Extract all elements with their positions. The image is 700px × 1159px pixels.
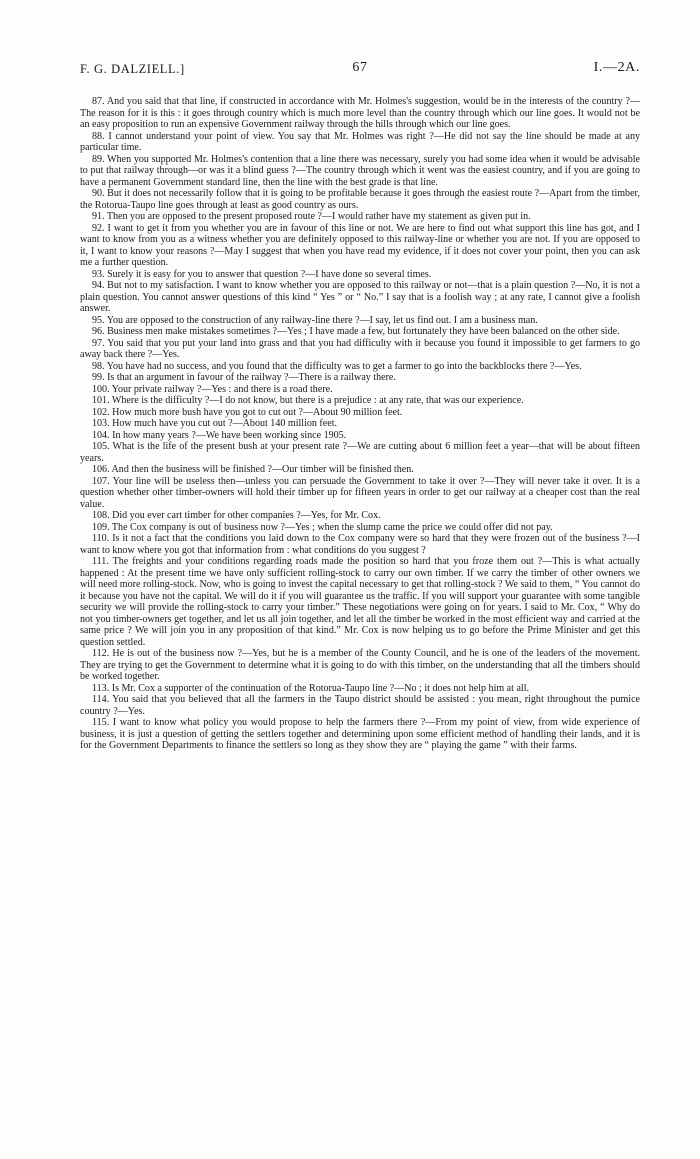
- paragraph: 94. But not to my satisfaction. I want to know whether you are opposed to this railway or not—that is a plain question ?—No, it is not a plain question. You cannot answer questions of this kind “ Yes ” or “ No.” I say that is a foolish way ; at any rate, I cannot give a foolish answer.: [80, 280, 640, 314]
- paragraph: 101. Where is the difficulty ?—I do not know, but there is a prejudice : at any rate, that was our experience.: [92, 395, 524, 406]
- paragraph: 91. Then you are opposed to the present proposed route ?—I would rather have my statement as given put in.: [92, 211, 531, 222]
- paragraph: 92. I want to get it from you whether you are in favour of this line or not. We are here to find out what support this line has got, and I want to know from you as a witness whether you are definitely opposed to this railway-line or whether you are not. If you are opposed to it, I want to know your reasons ?—May I suggest that when you have read my evidence, if it does not cover your point, then you can ask me a further question.: [80, 222, 640, 268]
- paragraph: 105. What is the life of the present bush at your present rate ?—We are cutting about 6 million feet a year—that will be about fifteen years.: [80, 441, 640, 464]
- paragraph: 93. Surely it is easy for you to answer that question ?—I have done so several times.: [92, 268, 432, 280]
- paragraph: 96. Business men make mistakes sometimes ?—Yes ; I have made a few, but fortunately they have been balanced on the other side.: [92, 326, 620, 337]
- paragraph: 109. The Cox company is out of business now ?—Yes ; when the slump came the price we could offer did not pay.: [92, 521, 553, 533]
- paragraph: 106. And then the business will be finished ?—Our timber will be finished then.: [92, 464, 414, 475]
- paragraph: 87. And you said that that line, if constructed in accordance with Mr. Holmes's suggestion, would be in the interests of the country ?—The reason for it is this : it goes through country which is much more level than the country through which our line goes. It would not be an easy proposition to run an expensive Government railway through the hills through which our line goes.: [80, 96, 640, 130]
- document-reference: I.—2A.: [593, 60, 640, 75]
- paragraph: 112. He is out of the business now ?—Yes, but he is a member of the County Council, and he is one of the leaders of the movement. They are trying to get the Government to determine what it is going to do with this timber, on the understanding that all the timbers should be worked together.: [80, 648, 640, 682]
- paragraph: 107. Your line will be useless then—unless you can persuade the Government to take it over ?—They will never take it over. It is a question whether other timber-owners will hold their timber up for fifteen years in order to get our railway at a cheaper cost than the real value.: [80, 475, 640, 510]
- paragraph: 98. You have had no success, and you found that the difficulty was to get a farmer to go into the backblocks there ?—Yes.: [92, 360, 582, 372]
- transcript-body: [80, 96, 640, 752]
- paragraph: 110. Is it not a fact that the conditions you laid down to the Cox company were so hard that they were frozen out of the business ?—I want to know where you got that information from : what conditions do you suggest ?: [80, 533, 640, 556]
- paragraph: 102. How much more bush have you got to cut out ?—About 90 million feet.: [92, 406, 403, 418]
- paragraph: 113. Is Mr. Cox a supporter of the continuation of the Rotorua-Taupo line ?—No ; it does not help him at all.: [92, 682, 529, 694]
- paragraph: 97. You said that you put your land into grass and that you had difficulty with it because you found it impossible to get farmers to go away back there ?—Yes.: [80, 337, 640, 360]
- page-number: 67: [352, 60, 368, 75]
- paragraph: 115. I want to know what policy you would propose to help the farmers there ?—From my point of view, from wide experience of business, it is just a question of getting the settlers together and determining upon some efficient method of handling their lands, and it is for the Government Departments to finance the settlers so long as they show they are “ playing the game ” with their farms.: [80, 717, 640, 751]
- paragraph: 90. But it does not necessarily follow that it is going to be profitable because it goes through the easiest route ?—Apart from the timber, the Rotorua-Taupo line goes through at least as good country as ours.: [80, 188, 640, 211]
- paragraph: 104. In how many years ?—We have been working since 1905.: [92, 429, 347, 441]
- paragraph: 89. When you supported Mr. Holmes's contention that a line there was necessary, surely you had some idea when it would be advisable to put that railway through—or was it a blind guess ?—The country through which it went was the easiest country, and if you are going to have a permanent Government standard line, then the line with the best grade is that line.: [80, 153, 640, 188]
- page-header: [80, 62, 640, 80]
- paragraph: 95. You are opposed to the construction of any railway-line there ?—I say, let us find out. I am a business man.: [92, 314, 538, 326]
- paragraph: 99. Is that an argument in favour of the railway ?—There is a railway there.: [92, 372, 396, 383]
- header-witness-name: F. G. DALZIELL.]: [80, 62, 185, 76]
- paragraph: 100. Your private railway ?—Yes : and there is a road there.: [92, 383, 333, 395]
- paragraph: 88. I cannot understand your point of view. You say that Mr. Holmes was right ?—He did not say the line should be made at any particular time.: [80, 130, 640, 153]
- paragraph: 108. Did you ever cart timber for other companies ?—Yes, for Mr. Cox.: [92, 510, 381, 521]
- paragraph: 111. The freights and your conditions regarding roads made the position so hard that you froze them out ?—This is what actually happened : At the present time we have only sufficient rolling-stock to carry our own timber. If we carry the timber of other owners we will need more rolling-stock. Now, who is going to invest the capital necessary to get that rolling-stock ? We said to them, “ You cannot do it because you have not the capital. We will do it if you will guarantee us the traffic. If you will support your guarantee with some tangible security we will provide the rolling-stock to carry your timber.” These negotiations were going on for years. I said to Mr. Cox, “ Why do not you timber-owners get together, and let us all join together, and let all the timber be worked in the most efficient way and carried at the same price ? We will join you in any proposition of that kind.” Mr. Cox is now helping us to go before the Prime Minister and get this question settled.: [80, 556, 640, 648]
- paragraph: 103. How much have you cut out ?—About 140 million feet.: [92, 418, 337, 429]
- paragraph: 114. You said that you believed that all the farmers in the Taupo district should be assisted : you mean, right throughout the pumice country ?—Yes.: [80, 694, 640, 717]
